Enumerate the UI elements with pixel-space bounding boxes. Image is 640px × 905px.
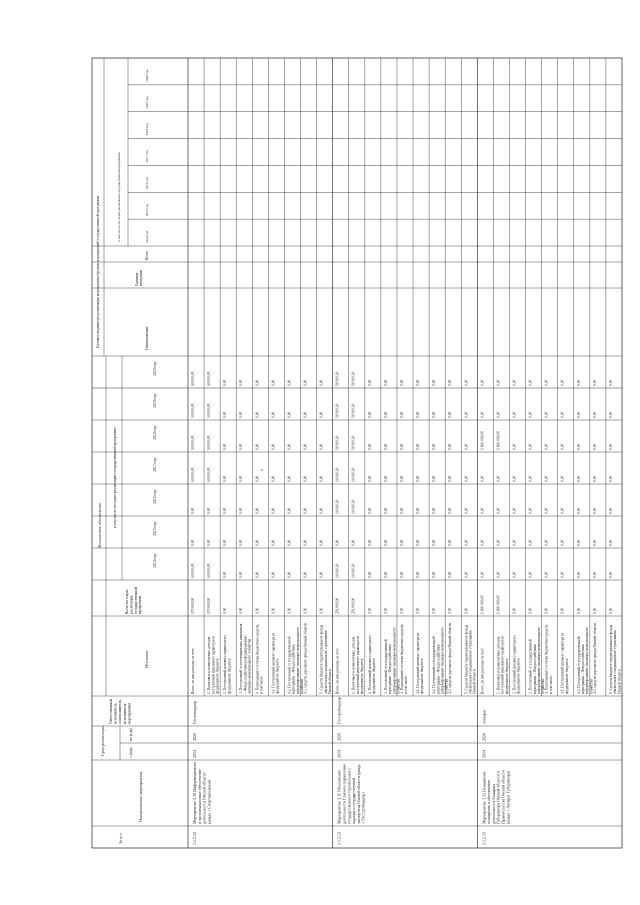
source-value: 0,00 — [512, 475, 517, 482]
source-value: 0,00 — [592, 571, 597, 578]
source-value: 0,00 — [496, 507, 501, 514]
source-value: 0,00 — [383, 539, 388, 546]
source-label: 4. Переходящего остатка бюджетных средств,в том числе: — [544, 623, 553, 694]
row-name: Мероприятие 3.11 Обеспечениедеятельности Главного управлениягосударственного строительногонадзора и государственнойэкспертизы Омской области (диаде+ Госстройнадзор) — [336, 764, 366, 824]
source-value: 56 000,00 — [335, 403, 340, 418]
source-value: 0,00 — [207, 507, 212, 514]
source-value: 0,00 — [335, 539, 340, 546]
header-term: Срок реализации — [100, 725, 105, 756]
source-value: 0,00 — [271, 607, 276, 614]
source-value: 0,00 — [319, 475, 324, 482]
header-unit: Единицаизмерения — [135, 269, 144, 286]
source-value: 1 600 000,00 — [496, 431, 501, 450]
source-value: 0,00 — [496, 539, 501, 546]
source-value: 0,00 — [287, 475, 292, 482]
source-value: 0,00 — [367, 507, 372, 514]
source-value: 0,00 — [271, 571, 276, 578]
source-value: 0,00 — [271, 475, 276, 482]
source-value: 0,00 — [383, 475, 388, 482]
source-value: 0,00 — [448, 379, 453, 386]
source-value: 0,00 — [464, 379, 469, 386]
source-label: 5. Средств бюджета территориального фондаобязательного медицинского страхованияОмской области — [319, 624, 332, 694]
source-value: 0,00 — [399, 571, 404, 578]
source-value: 0,00 — [271, 507, 276, 514]
row-to: 2020 — [481, 733, 487, 741]
source-value: 0,00 — [560, 607, 565, 614]
source-value: 0,00 — [399, 607, 404, 614]
source-value: 0,00 — [367, 475, 372, 482]
source-value: 14 000,00 — [335, 499, 340, 514]
source-value: 0,00 — [544, 411, 549, 418]
source-value: 0,00 — [432, 411, 437, 418]
source-value: 0,00 — [255, 607, 260, 614]
source-value: 0,00 — [303, 607, 308, 614]
source-value: 0,00 — [528, 411, 533, 418]
header-res-name: Наименование — [145, 326, 149, 350]
header-res-year-3: 2017 год — [145, 150, 149, 163]
source-value: 0,00 — [367, 379, 372, 386]
source-label: 4.1. Поступлений целевого характера изфедерального бюджета — [560, 632, 569, 694]
source-value: 0,00 — [480, 379, 485, 386]
source-value: 0,00 — [416, 379, 421, 386]
source-label: 4.3. средств дорожного фонда Омской области — [448, 622, 453, 694]
header-year-2: 2016 год — [153, 490, 157, 504]
source-value: 0,00 — [255, 443, 260, 450]
source-value: 0,00 — [464, 443, 469, 450]
source-label: 3. Поступлений от потенциальных заказчиков– Фонда содействия реформированиюжилищно-коммунального хозяйства — [239, 623, 252, 694]
source-value: 0,00 — [512, 379, 517, 386]
source-value: 0,00 — [448, 411, 453, 418]
source-value: 0,00 — [223, 507, 228, 514]
source-value: 0,00 — [416, 411, 421, 418]
source-value: 0,00 — [223, 607, 228, 614]
source-label: 5. Средств бюджета территориального фондаобязательного медицинского страхованияОмской области — [608, 624, 622, 694]
source-value: 0,00 — [432, 607, 437, 614]
source-value: 0,00 — [480, 411, 485, 418]
source-label: 4. Переходящего остатка бюджетных средств,в том числе: — [255, 623, 264, 694]
source-value: 0,00 — [544, 539, 549, 546]
source-value: 0,00 — [319, 607, 324, 614]
source-value: 0,00 — [239, 607, 244, 614]
source-label: 4.2. Поступлений от государственнойкорпорации – Фонда содействияреформированию жилищно-коммунальногохозяйства — [576, 626, 594, 694]
source-label: 3. Поступлений от государственнойкорпорации – Фонда содействияреформированию жилищно-коммунальногохозяйства — [528, 626, 546, 694]
source-value: 0,00 — [608, 443, 613, 450]
row-name: Мероприятие 3.12 Повышениеоснащения и обеспечениедеятельности АппаратаГубернатора Омской области иПравительства Омской области(диаде + Аппарат Губернатора) — [481, 770, 511, 824]
row-exec: Госстройнадзор — [336, 696, 342, 724]
source-value: 56 000,00 — [351, 371, 356, 386]
source-value: 0,00 — [576, 411, 581, 418]
source-value: 0,00 — [528, 475, 533, 482]
source-value: 10 000,00 — [191, 563, 195, 578]
source-value: 0,00 — [464, 539, 469, 546]
source-value: 0,00 — [432, 475, 437, 482]
source-value: 0,00 — [528, 571, 533, 578]
header-res-year-0: 2014 год — [145, 230, 149, 243]
source-value: 0,00 — [560, 507, 565, 514]
row-num: 1.1.2.12 — [192, 832, 197, 845]
source-value: 0,00 — [287, 443, 292, 450]
source-value: 0,00 — [560, 411, 565, 418]
source-value: 0,00 — [367, 571, 372, 578]
source-value: 0,00 — [576, 607, 581, 614]
source-value: 0,00 — [223, 379, 228, 386]
source-value: 0,00 — [239, 475, 244, 482]
source-value: 0,00 — [287, 507, 292, 514]
source-label: 4.1. Поступлений целевого характера изфедерального бюджета — [271, 632, 280, 694]
header-res-year-1: 2015 год — [145, 203, 149, 217]
source-value: 0,00 — [512, 539, 517, 546]
source-label: 1. Налоговых и неналоговых доходов,поступлений нецелевого характера изфедерального бюджета — [207, 636, 220, 694]
source-value: 0,00 — [223, 443, 228, 450]
source-value: 0,00 — [544, 607, 549, 614]
source-value: 0,00 — [383, 571, 388, 578]
source-value: 0,00 — [319, 379, 324, 386]
source-label: 4. Переходящего остатка бюджетных средств,в том числе: — [399, 623, 409, 694]
source-value: 0,00 — [383, 411, 388, 418]
header-num: № п/п — [118, 833, 123, 844]
source-value: 0,00 — [287, 539, 292, 546]
source-value: 0,00 — [576, 443, 581, 450]
source-value: 0,00 — [416, 539, 421, 546]
source-value: 0,00 — [416, 475, 421, 482]
source-value: 0,00 — [383, 443, 388, 450]
source-value: 0,00 — [383, 507, 388, 514]
row-exec: Аппарат — [481, 709, 487, 724]
source-value: 0,00 — [432, 539, 437, 546]
source-value: 170 000,00 — [191, 597, 195, 614]
source-value: 0,00 — [351, 539, 356, 546]
source-value: 0,00 — [303, 379, 308, 386]
row-to: 2020 — [192, 733, 197, 741]
source-value: 0,00 — [287, 571, 292, 578]
source-value: 0,00 — [480, 571, 485, 578]
source-value: 0,00 — [255, 571, 260, 578]
source-value: 256 000,00 — [335, 597, 340, 614]
source-value: 0,00 — [480, 539, 485, 546]
source-value: 0,00 — [560, 539, 565, 546]
source-value: 0,00 — [303, 443, 308, 450]
source-value: 256 000,00 — [351, 597, 356, 614]
header-year-4: 2018 год — [153, 426, 157, 440]
source-value: 0,00 — [239, 571, 244, 578]
source-value: 0,00 — [528, 379, 533, 386]
source-label: 4.3. средств дорожного фонда Омской области — [592, 622, 597, 694]
source-value: 0,00 — [592, 507, 597, 514]
header-fin: Финансовое обеспечение — [97, 502, 102, 548]
source-value: 0,00 — [239, 539, 244, 546]
source-value: 0,00 — [207, 539, 212, 546]
source-value: 30 000,00 — [207, 403, 212, 418]
source-value: 0,00 — [383, 379, 388, 386]
row-num: 1.1.2.13 — [336, 832, 342, 845]
source-value: 0,00 — [287, 607, 292, 614]
source-value: 0,00 — [399, 475, 404, 482]
source-value: 0,00 — [608, 507, 613, 514]
source-value: 0,00 — [512, 607, 517, 614]
header-year-6: 2020 год — [153, 362, 157, 376]
header-year-1: 2015 год — [153, 522, 157, 536]
source-value: 0,00 — [239, 507, 244, 514]
source-value: 0,00 — [255, 411, 260, 418]
source-value: 0,00 — [239, 411, 244, 418]
source-value: 0,00 — [512, 571, 517, 578]
header-year-3: 2017 год — [153, 458, 157, 472]
source-value: 0,00 — [399, 411, 404, 418]
source-value: 0,00 — [448, 607, 453, 614]
source-label: 4.2. Поступлений от государственнойкорпорации – Фонда содействияреформированию жилищно-коммунальногохозяйства — [287, 626, 305, 694]
source-value: 0,00 — [544, 507, 549, 514]
source-label: 4.3. средств дорожного фонда Омской области — [303, 622, 308, 694]
source-value: 10 000,00 — [207, 563, 212, 578]
header-value-total: Всего — [145, 250, 149, 260]
source-value: 56 000,00 — [351, 403, 356, 418]
source-value: 1 600 000,00 — [480, 431, 485, 450]
source-label: Всего, из них расходы за счет: — [191, 647, 195, 694]
source-value: 0,00 — [592, 443, 597, 450]
header-name: Наименование мероприятия — [138, 771, 143, 822]
source-value: 0,00 — [432, 507, 437, 514]
source-label: 1. Налоговых и неналоговых доходов,поступлений нецелевого характера изфедерального бюджета — [496, 636, 509, 694]
source-value: 0,00 — [544, 443, 549, 450]
source-label: Всего, из них расходы за счет: — [335, 647, 340, 694]
source-value: 0,00 — [480, 507, 485, 514]
source-value: 0,00 — [448, 507, 453, 514]
source-value: 0,00 — [319, 571, 324, 578]
source-label: 3. Поступлений от государственнойкорпорации – Фонда содействияреформированию жилищно-коммунальногохозяйства — [383, 626, 401, 694]
source-value: 0,00 — [303, 539, 308, 546]
source-value: 10 000,00 — [191, 467, 195, 482]
source-value: 56 000,00 — [335, 435, 340, 450]
source-value: 56 000,00 — [351, 435, 356, 450]
header-results: Целевые индикаторы реализации мероприятия (группы мероприятий) государственной программы — [96, 195, 100, 348]
source-value: 0,00 — [496, 379, 501, 386]
source-value: 0,00 — [576, 507, 581, 514]
source-label: 4.2. Поступлений от государственнойкорпорации – Фонда содействияреформированию жилищно-коммунальногохозяйства — [432, 626, 449, 694]
source-label: 2. Поступлений целевого характера изфедерального бюджета — [367, 635, 377, 694]
source-value: 0,00 — [303, 411, 308, 418]
source-value: 0,00 — [464, 571, 469, 578]
source-value: 170 000,00 — [207, 597, 212, 614]
row-from: 2014 — [336, 750, 342, 758]
row-num: 1.1.2.13 — [481, 832, 487, 845]
source-value: 0,00 — [560, 443, 565, 450]
source-value: 0,00 — [432, 571, 437, 578]
row-exec: Госземнадзор — [192, 700, 197, 724]
source-value: 0,00 — [592, 411, 597, 418]
source-value: 0,00 — [367, 539, 372, 546]
row-from: 2014 — [481, 750, 487, 758]
source-value: 0,00 — [560, 475, 565, 482]
source-value: 0,00 — [608, 379, 613, 386]
source-value: 0,00 — [287, 411, 292, 418]
source-value: 0,00 — [608, 571, 613, 578]
source-value: 0,00 — [528, 507, 533, 514]
source-label: 4.1. Поступлений целевого характера изфедерального бюджета — [416, 632, 425, 694]
header-res-year-4: 2018 год — [145, 123, 149, 136]
source-value: 0,00 — [560, 379, 565, 386]
source-value: 0,00 — [271, 443, 276, 450]
source-value: 0,00 — [448, 571, 453, 578]
source-value: 0,00 — [464, 411, 469, 418]
source-value: 40 000,00 — [207, 371, 212, 386]
header-res-year-5: 2019 год — [145, 96, 149, 109]
source-value: 0,00 — [480, 475, 485, 482]
source-value: 0,00 — [432, 379, 437, 386]
source-value: 40 000,00 — [191, 371, 195, 386]
source-value: 0,00 — [576, 539, 581, 546]
source-value: 0,00 — [399, 443, 404, 450]
source-value: 0,00 — [239, 379, 244, 386]
source-value: 0,00 — [512, 411, 517, 418]
scan-speck — [261, 469, 263, 471]
source-value: 0,00 — [399, 507, 404, 514]
source-value: 0,00 — [608, 539, 613, 546]
source-value: 0,00 — [383, 607, 388, 614]
source-value: 0,00 — [367, 411, 372, 418]
header-exec: Ответственныйисполнитель,соисполнитель,исполнительмероприятия — [109, 698, 132, 724]
source-value: 0,00 — [255, 475, 260, 482]
source-value: 0,00 — [448, 475, 453, 482]
source-value: 10 000,00 — [207, 467, 212, 482]
header-year-5: 2019 год — [153, 394, 157, 408]
source-value: 20 000,00 — [207, 435, 212, 450]
source-value: 0,00 — [608, 475, 613, 482]
source-value: 0,00 — [608, 411, 613, 418]
source-value: 0,00 — [399, 539, 404, 546]
source-value: 0,00 — [592, 607, 597, 614]
source-value: 1 600 000,00 — [480, 595, 485, 614]
source-value: 0,00 — [319, 539, 324, 546]
source-value: 0,00 — [255, 379, 260, 386]
source-value: 0,00 — [367, 443, 372, 450]
source-value: 1 600 000,00 — [496, 595, 501, 614]
source-value: 0,00 — [464, 607, 469, 614]
source-value: 56 000,00 — [335, 371, 340, 386]
source-value: 0,00 — [255, 507, 260, 514]
source-label: 2. Поступлений целевого характера изфедерального бюджета — [223, 635, 232, 694]
source-label: 1. Налоговых и неналоговых доходов,поступлений нецелевого характера изфедерального бюджета — [351, 636, 365, 694]
source-value: 0,00 — [223, 571, 228, 578]
source-value: 0,00 — [416, 607, 421, 614]
header-res-year-6: 2020 год — [145, 69, 149, 82]
source-value: 0,00 — [576, 475, 581, 482]
source-value: 20 000,00 — [191, 435, 195, 450]
source-value: 0,00 — [608, 607, 613, 614]
source-label: Всего, из них расходы за счет: — [480, 647, 485, 694]
source-value: 0,00 — [223, 539, 228, 546]
source-value: 14 000,00 — [335, 563, 340, 578]
source-value: 0,00 — [191, 507, 195, 514]
source-value: 0,00 — [496, 411, 501, 418]
header-src: Источник — [144, 650, 149, 668]
source-value: 14 000,00 — [351, 467, 356, 482]
source-value: 14 000,00 — [351, 499, 356, 514]
source-value: 0,00 — [448, 539, 453, 546]
source-value: 0,00 — [319, 411, 324, 418]
source-value: 0,00 — [576, 571, 581, 578]
source-value: 14 000,00 — [351, 563, 356, 578]
header-year-0: 2014 год — [153, 554, 157, 568]
source-value: 0,00 — [544, 475, 549, 482]
source-value: 0,00 — [223, 475, 228, 482]
source-value: 0,00 — [592, 379, 597, 386]
source-value: 0,00 — [544, 571, 549, 578]
source-value: 0,00 — [432, 443, 437, 450]
source-value: 0,00 — [592, 475, 597, 482]
row-from: 2014 — [192, 750, 197, 758]
source-value: 0,00 — [303, 507, 308, 514]
source-value: 0,00 — [255, 539, 260, 546]
source-value: 0,00 — [223, 411, 228, 418]
source-value: 30 000,00 — [191, 403, 195, 418]
source-value: 0,00 — [464, 475, 469, 482]
source-value: 0,00 — [496, 571, 501, 578]
header-incl: в том числе по годам реализации государственной программы — [113, 427, 117, 528]
source-value: 0,00 — [528, 443, 533, 450]
source-value: 0,00 — [496, 475, 501, 482]
source-value: 0,00 — [528, 539, 533, 546]
source-value: 0,00 — [528, 607, 533, 614]
source-value: 0,00 — [448, 443, 453, 450]
source-value: 0,00 — [303, 571, 308, 578]
source-value: 0,00 — [191, 539, 195, 546]
header-total: Всего по годамреализациигосударственнойпрограммы — [125, 586, 143, 614]
row-to: 2020 — [336, 733, 342, 741]
source-value: 0,00 — [560, 571, 565, 578]
source-value: 0,00 — [239, 443, 244, 450]
source-value: 0,00 — [319, 443, 324, 450]
source-label: 5. Средств бюджета территориального фондаобязательного медицинского страхованияОмской области — [464, 624, 477, 694]
source-value: 0,00 — [399, 379, 404, 386]
source-label: 2. Поступлений целевого характера изфедерального бюджета — [512, 635, 521, 694]
header-to: по (год) — [129, 728, 133, 741]
source-value: 0,00 — [512, 443, 517, 450]
source-value: 0,00 — [319, 507, 324, 514]
source-value: 0,00 — [416, 571, 421, 578]
row-name: Мероприятие 3.10 Информационноеи организационное обеспечениедеятельности Омской области(диаде + Спортшколаном) — [192, 761, 212, 824]
header-value-years: в том числе по годам реализации государственной программы — [117, 152, 121, 242]
source-value: 0,00 — [512, 507, 517, 514]
source-value: 0,00 — [416, 507, 421, 514]
source-value: 0,00 — [287, 379, 292, 386]
header-from: с (год) — [129, 747, 133, 758]
source-value: 0,00 — [271, 539, 276, 546]
source-value: 0,00 — [464, 507, 469, 514]
source-value: 0,00 — [544, 379, 549, 386]
source-value: 14 000,00 — [335, 467, 340, 482]
source-value: 0,00 — [416, 443, 421, 450]
source-value: 0,00 — [271, 379, 276, 386]
source-value: 0,00 — [303, 475, 308, 482]
source-value: 0,00 — [592, 539, 597, 546]
source-value: 0,00 — [367, 607, 372, 614]
source-value: 0,00 — [271, 411, 276, 418]
header-res-year-2: 2016 год — [145, 177, 149, 190]
source-value: 0,00 — [576, 379, 581, 386]
